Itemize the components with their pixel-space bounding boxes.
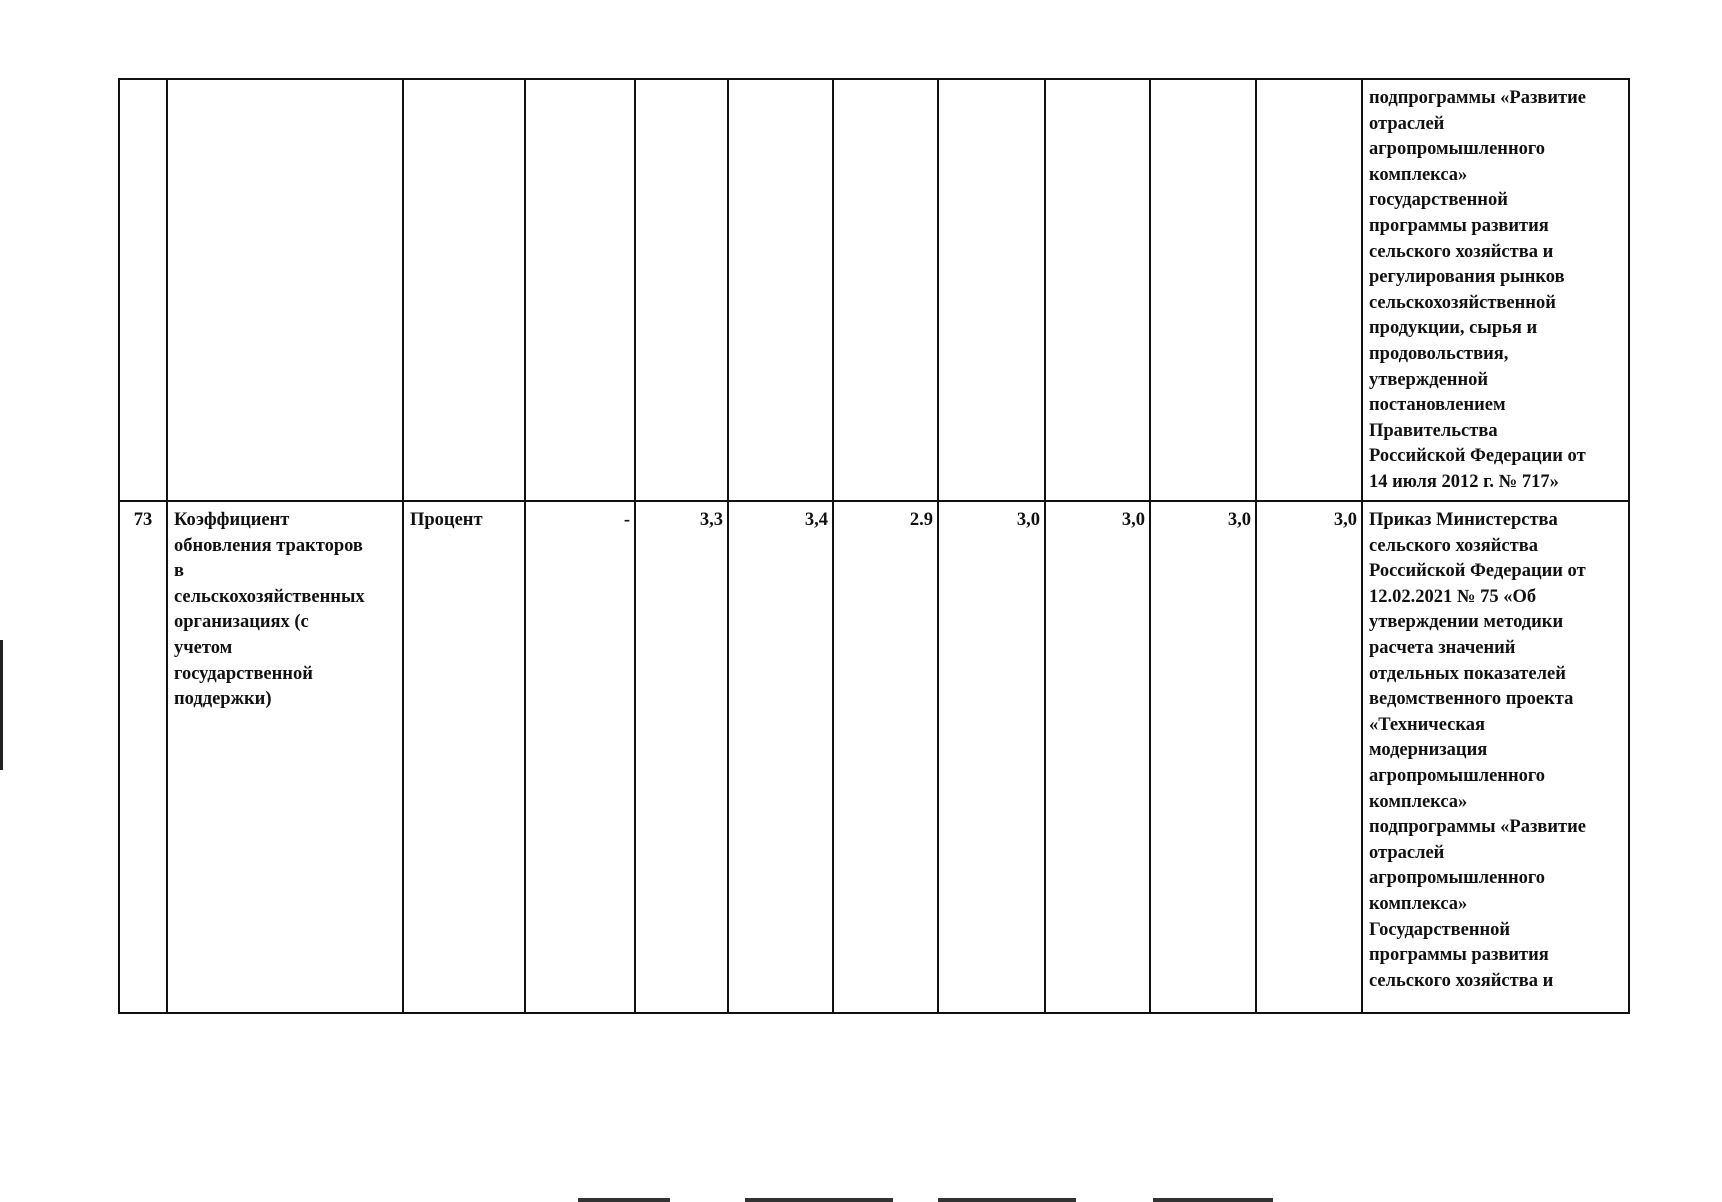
value-cell: 3,0 [1150, 501, 1256, 1013]
footer-rule [938, 1198, 1076, 1202]
unit-cell [403, 79, 525, 501]
scan-edge-mark [0, 640, 3, 770]
indicator-table [118, 78, 1630, 1014]
value-cell [1045, 79, 1150, 501]
table-row [119, 501, 1629, 1013]
row-number-cell: 73 [119, 501, 167, 1013]
footer-rule [1153, 1198, 1273, 1202]
source-document-cell: Приказ Министерства сельского хозяйства Российской Федерации от 12.02.2021 № 75 «Об утверждении методики расчета значений отдельных показателей ведомственного проекта «Техническая модернизация агропромышленного комплекса» подпрограммы «Развитие отраслей агропромышленного комплекса» Государственной программы развития сельского хозяйства и [1362, 501, 1629, 1013]
indicator-name-cell [167, 79, 403, 501]
table-row [119, 79, 1629, 501]
value-cell [1150, 79, 1256, 501]
value-cell: 3,0 [1256, 501, 1362, 1013]
value-cell [1256, 79, 1362, 501]
indicator-table-wrapper [118, 78, 1628, 1014]
value-cell: 3,3 [635, 501, 728, 1013]
source-document-cell: подпрограммы «Развитие отраслей агропромышленного комплекса» государственной программы развития сельского хозяйства и регулирования рынков сельскохозяйственной продукции, сырья и продовольствия, утвержденной постановлением Правительства Российской Федерации от 14 июля 2012 г. № 717» [1362, 79, 1629, 501]
value-cell [728, 79, 833, 501]
value-cell [833, 79, 938, 501]
footer-rule [745, 1198, 893, 1202]
base-value-cell [525, 79, 635, 501]
value-cell: 3,4 [728, 501, 833, 1013]
base-value-cell: - [525, 501, 635, 1013]
footer-rule [578, 1198, 670, 1202]
value-cell [635, 79, 728, 501]
indicator-name-cell: Коэффициент обновления тракторов в сельскохозяйственных организациях (с учетом государственной поддержки) [167, 501, 403, 1013]
value-cell [938, 79, 1045, 501]
unit-cell: Процент [403, 501, 525, 1013]
value-cell: 3,0 [1045, 501, 1150, 1013]
value-cell: 2.9 [833, 501, 938, 1013]
row-number-cell [119, 79, 167, 501]
value-cell: 3,0 [938, 501, 1045, 1013]
